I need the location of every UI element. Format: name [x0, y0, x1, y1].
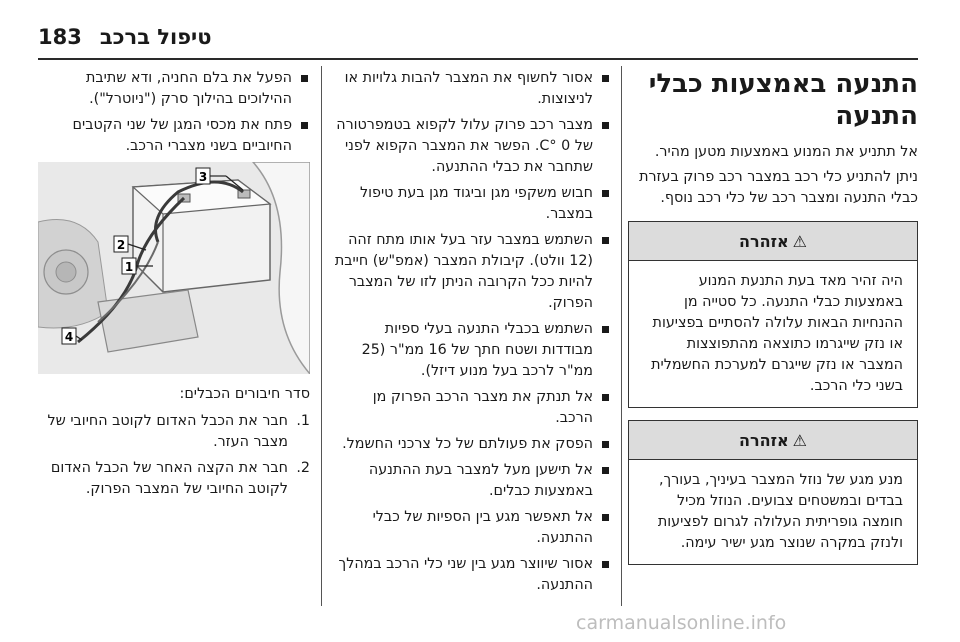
engine-bay-drawing	[38, 162, 310, 374]
list-item: פתח את מכסי המגן של שני הקטבים החיוביים בשני מצברי הרכב.	[38, 115, 310, 157]
right-column	[628, 68, 918, 565]
step-text: חבר את הכבל האדום לקוטב החיובי של מצבר העזר.	[47, 413, 288, 450]
figure-label-4: 4	[64, 330, 74, 344]
list-item: מצבר רכב פרוק עלול לקפוא בטמפרטורה של 0 °C. הפשר את המצבר הקפוא לפני שתחבר את כבלי ההתנעה.	[333, 115, 611, 178]
intro-paragraph-1: אל תתניע את המנוע באמצעות מטען מהיר.	[654, 144, 918, 160]
left-column	[38, 68, 310, 162]
warning-box-explosion	[628, 221, 918, 408]
warning-triangle-icon: ⚠	[792, 430, 808, 450]
list-item: אסור שיווצר מגע בין שני כלי הרכב במהלך ההתנעה.	[333, 554, 611, 596]
column-divider-left	[321, 66, 322, 606]
page-header	[38, 22, 918, 52]
section-title: התנעה באמצעות כבלי התנעה	[648, 69, 918, 131]
list-item: השתמש במצבר עזר בעל אותו מתח זהה (12 וולט). קיבולת המצבר (אמפ"ש) חייבת להיות ככל הקרובה הניתן לזו של המצבר הפרוק.	[333, 230, 611, 314]
connection-order-heading: סדר חיבורים הכבלים:	[179, 386, 310, 402]
safety-bullet-list	[333, 68, 611, 596]
connection-order-section	[38, 384, 310, 505]
page-number: 183	[38, 25, 82, 49]
figure-label-3: 3	[198, 170, 208, 184]
list-item: אל תאפשר מגע בין הספיות של כבלי ההתנעה.	[333, 507, 611, 549]
warning-triangle-icon: ⚠	[792, 231, 808, 251]
figure-label-2: 2	[116, 238, 126, 252]
figure-label-1: 1	[124, 260, 134, 274]
warning-text: מנע מגע של נוזל המצבר בעיניך, בעורך, בבדים ובמשטחים צבועים. הנוזל מכיל חומצה גופריתית העלולה לגרום לפציעות ולנזק במקרה שנוצר מגע ישיר עימה.	[657, 472, 903, 551]
list-item: אל תישען מעל למצבר בעת ההתנעה באמצעות כבלים.	[333, 460, 611, 502]
column-divider-right	[621, 66, 622, 606]
step-number: 2.	[296, 460, 310, 476]
middle-column	[333, 68, 611, 601]
warning-header	[629, 421, 917, 460]
chapter-title: טיפול ברכב	[99, 25, 212, 49]
intro-paragraph-2: ניתן להתניע כלי רכב במצבר רכב פרוק בעזרת כבלי התנעה ומצבר רכב של כלי רכב נוסף.	[639, 169, 918, 206]
list-item	[38, 411, 310, 453]
list-item: הפסק את פעולתם של כל צרכני החשמל.	[333, 434, 611, 455]
warning-text: היה זהיר מאד בעת התנעת המנוע באמצעות כבלי התנעה. כל סטייה מן ההנחיות הבאות עלולה להסתיים בפציעות או נזק שייגרמו כתוצאה מהתפוצצות המצבר או נזק שייגרם למערכת החשמלית בשני כלי הרכב.	[651, 273, 903, 394]
battery-jump-start-illustration	[38, 162, 310, 374]
list-item: אסור לחשוף את המצבר להבות גלויות או לניצוצות.	[333, 68, 611, 110]
preparation-bullet-list	[38, 68, 310, 157]
connection-steps-list	[38, 411, 310, 500]
header-divider	[38, 58, 918, 60]
list-item	[38, 458, 310, 500]
list-item: השתמש בכבלי התנעה בעלי ספיות מבודדות ושטח חתך של 16 ממ"ר (25 ממ"ר לרכב בעל מנוע דיזל).	[333, 319, 611, 382]
step-text: חבר את הקצה האחר של הכבל האדום לקוטב החיובי של המצבר הפרוק.	[50, 460, 288, 497]
step-number: 1.	[296, 413, 310, 429]
warning-title: אזהרה	[739, 231, 789, 251]
list-item: אל תנתק את מצבר הרכב הפרוק מן הרכב.	[333, 387, 611, 429]
warning-box-acid	[628, 420, 918, 565]
list-item: חבוש משקפי מגן וביגוד מגן בעת טיפול במצבר.	[333, 183, 611, 225]
watermark: carmanualsonline.info	[576, 612, 787, 634]
list-item: הפעל את בלם החניה, ודא שתיבת ההילוכים בהילוך סרק ("ניוטרל").	[38, 68, 310, 110]
warning-title: אזהרה	[739, 430, 789, 450]
warning-header	[629, 222, 917, 261]
